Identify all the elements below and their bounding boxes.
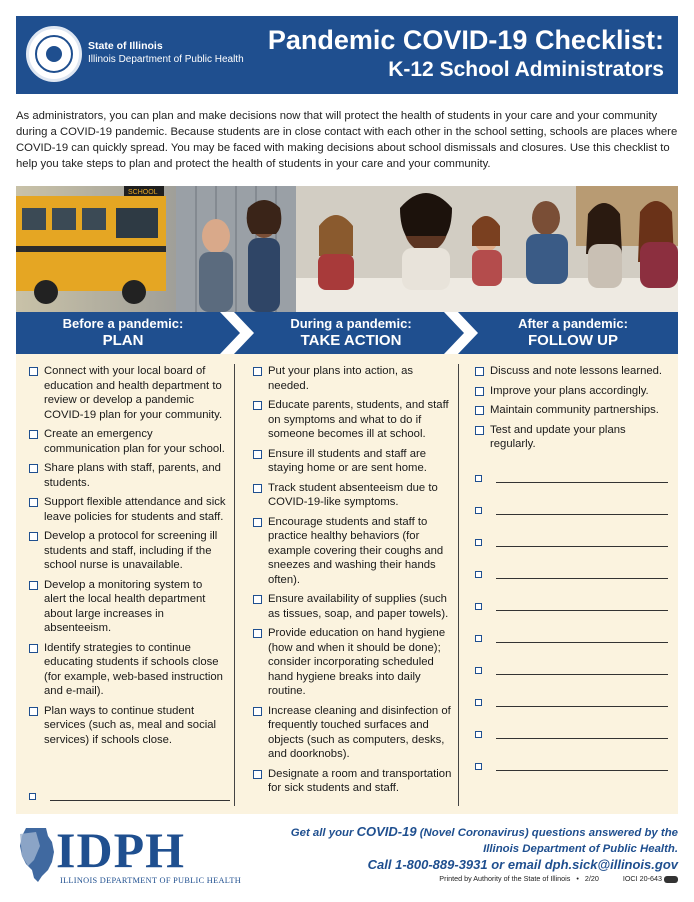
checklist-item[interactable]: Provide education on hand hygiene (how and when it should be done); consider incorporating scheduled hand hygiene breaks into daily routine. — [252, 626, 452, 699]
tab-during-pandemic — [244, 316, 458, 350]
illinois-map-icon — [16, 826, 60, 884]
checklist-item[interactable]: Discuss and note lessons learned. — [474, 364, 670, 379]
tab-during-line2: TAKE ACTION — [300, 332, 402, 349]
tab-after-line2: FOLLOW UP — [528, 332, 618, 349]
checkbox-icon[interactable] — [475, 763, 482, 770]
contact-line-1: Get all your COVID-19 (Novel Coronavirus) questions answered by the — [290, 824, 678, 839]
checkbox-icon[interactable] — [29, 793, 36, 800]
checklist-item[interactable]: Plan ways to continue student services (such as, meal and social services) if schools close. — [28, 704, 226, 748]
printed-by: Printed by Authority of the State of Illinois — [439, 874, 571, 883]
tab-after-line1: After a pandemic: — [518, 316, 628, 331]
organization-name — [88, 40, 244, 66]
print-date: 2/20 — [584, 874, 599, 883]
checklist-item[interactable]: Develop a monitoring system to alert the local health department about large increases in absenteeism. — [28, 578, 226, 636]
checklist-take-action — [252, 364, 452, 801]
school-bus-icon — [16, 186, 166, 304]
idph-logo: IDPH — [56, 822, 185, 878]
title-line-2: K-12 School Administrators — [388, 58, 664, 81]
intro-paragraph: As administrators, you can plan and make decisions now that will protect the health of students in your care and your community during a COVID-19 pandemic. Because students are in close contact with each other in the school setting, schools are places where COVID-19 can quickly spread. You may be faced with making decisions about school dismissals and closures. Use this checklist to help you take steps to plan and protect the health of students in your care and your community. — [16, 110, 678, 170]
checkbox-icon[interactable] — [475, 571, 482, 578]
blank-checklist-line[interactable] — [474, 568, 670, 582]
recycle-icon — [664, 876, 678, 883]
contact-line-2: Illinois Department of Public Health. — [483, 843, 678, 855]
checklist-item[interactable]: Ensure availability of supplies (such as tissues, soap, and paper towels). — [252, 592, 452, 621]
checklist-item[interactable]: Put your plans into action, as needed. — [252, 364, 452, 393]
covid-emphasis: COVID-19 — [356, 824, 417, 839]
checkbox-icon[interactable] — [475, 731, 482, 738]
checklist-item[interactable]: Encourage students and staff to practice healthy behaviors (for example covering their coughs and sneezes and washing their hands often). — [252, 515, 452, 588]
column-divider — [234, 364, 235, 806]
bullet-separator: • — [576, 874, 579, 883]
checklist-item[interactable]: Designate a room and transportation for sick students and staff. — [252, 767, 452, 796]
checkbox-icon[interactable] — [475, 699, 482, 706]
checklist-item[interactable]: Share plans with staff, parents, and students. — [28, 461, 226, 490]
contact-info — [291, 824, 678, 873]
title-line-1: Pandemic COVID-19 Checklist: — [267, 25, 664, 55]
checkbox-icon[interactable] — [475, 603, 482, 610]
checklist-plan — [28, 364, 226, 752]
blank-checklist-line[interactable] — [474, 664, 670, 678]
state-seal-icon — [26, 26, 82, 82]
blank-checklist-line[interactable] — [474, 504, 670, 518]
checklist-item[interactable]: Support flexible attendance and sick leave policies for students and staff. — [28, 495, 226, 524]
checklist-item[interactable]: Identify strategies to continue educating students if schools close (for example, web-based instruction and e-mail). — [28, 641, 226, 699]
checklist-item[interactable]: Track student absenteeism due to COVID-19-like symptoms. — [252, 481, 452, 510]
checkbox-icon[interactable] — [475, 667, 482, 674]
org-department: Illinois Department of Public Health — [88, 54, 244, 65]
bus-sign: SCHOOL — [128, 189, 158, 196]
checkbox-icon[interactable] — [475, 475, 482, 482]
checkbox-icon[interactable] — [475, 635, 482, 642]
header-banner — [16, 16, 678, 94]
checklist-follow-up — [474, 364, 670, 457]
blank-checklist-line[interactable] — [474, 536, 670, 550]
checklist-item[interactable]: Develop a protocol for screening ill students and staff, including if the school nurse is unavailable. — [28, 529, 226, 573]
blank-checklist-line[interactable] — [474, 472, 670, 486]
ioci-number: IOCI 20-643 — [622, 874, 662, 883]
checklist-item[interactable]: Increase cleaning and disinfection of frequently touched surfaces and objects (such as computers, desks, and doorknobs). — [252, 704, 452, 762]
phase-headings — [16, 312, 678, 354]
blank-checklist-line[interactable] — [474, 728, 670, 742]
blank-checklist-line[interactable] — [474, 632, 670, 646]
tab-before-pandemic — [16, 316, 230, 350]
blank-checklist-line[interactable] — [474, 760, 670, 774]
checklist-item[interactable]: Create an emergency communication plan for your school. — [28, 427, 226, 456]
tab-during-line1: During a pandemic: — [290, 316, 412, 331]
blank-checklist-line[interactable] — [474, 600, 670, 614]
checklist-item[interactable]: Improve your plans accordingly. — [474, 384, 670, 399]
tab-after-pandemic — [468, 316, 678, 350]
checklist-item[interactable]: Maintain community partnerships. — [474, 403, 670, 418]
checklist-item[interactable]: Ensure ill students and staff are staying home or are sent home. — [252, 447, 452, 476]
page-title — [268, 24, 664, 84]
print-credit — [439, 874, 678, 883]
column-divider — [458, 364, 459, 806]
blank-checklist-line[interactable] — [28, 790, 226, 804]
checklist-item[interactable]: Connect with your local board of education and health department to review or develop a pandemic COVID-19 plan for your community. — [28, 364, 226, 422]
students-photo — [16, 186, 678, 312]
tab-before-line1: Before a pandemic: — [62, 316, 184, 331]
contact-phone-email[interactable]: Call 1-800-889-3931 or email dph.sick@illinois.gov — [367, 857, 678, 872]
idph-logo-subtitle: ILLINOIS DEPARTMENT OF PUBLIC HEALTH — [60, 876, 242, 885]
checklist-item[interactable]: Educate parents, students, and staff on symptoms and what to do if someone becomes ill at school. — [252, 398, 452, 442]
checklist-item[interactable]: Test and update your plans regularly. — [474, 423, 670, 452]
checkbox-icon[interactable] — [475, 507, 482, 514]
checklist-panel — [16, 354, 678, 814]
footer — [16, 820, 678, 890]
tab-before-line2: PLAN — [102, 332, 144, 349]
org-state: State of Illinois — [88, 40, 163, 52]
checkbox-icon[interactable] — [475, 539, 482, 546]
blank-checklist-line[interactable] — [474, 696, 670, 710]
